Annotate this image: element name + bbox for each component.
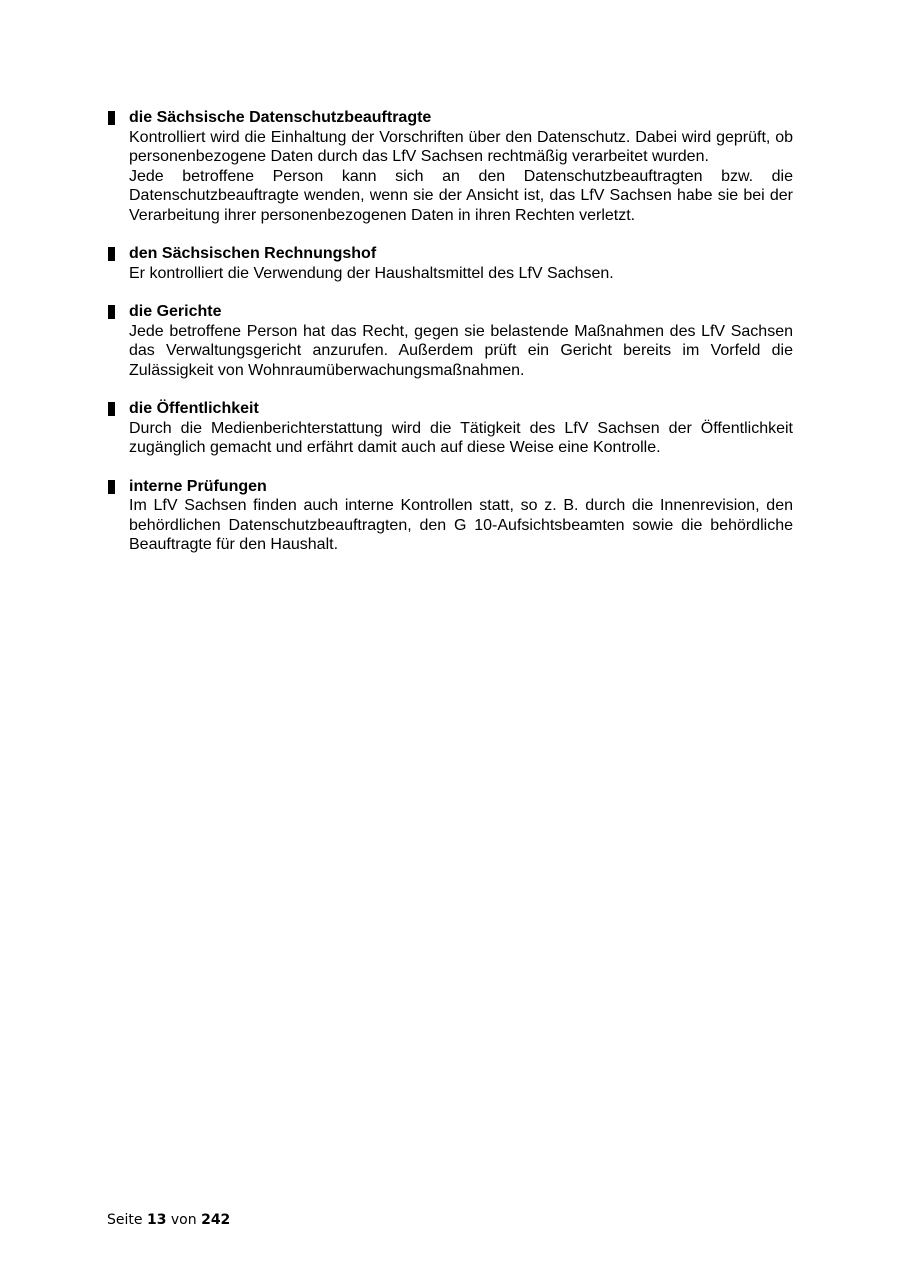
square-bullet-icon bbox=[108, 402, 115, 416]
document-body bbox=[107, 108, 793, 574]
section-paragraph: Im LfV Sachsen finden auch interne Kontrollen statt, so z. B. durch die Innenrevision, den behördlichen Datenschutzbeauftragten, den G 10-Aufsichtsbeamten sowie die behördliche Beauftragte für den Haushalt. bbox=[129, 497, 793, 553]
section-heading: die Gerichte bbox=[129, 303, 222, 320]
square-bullet-icon bbox=[108, 305, 115, 319]
square-bullet-icon bbox=[108, 111, 115, 125]
section-paragraph: Kontrolliert wird die Einhaltung der Vorschriften über den Datenschutz. Dabei wird geprüft, ob personenbezogene Daten durch das LfV Sachsen rechtmäßig verarbeitet wurden. bbox=[129, 128, 793, 165]
section-paragraph: Er kontrolliert die Verwendung der Haushaltsmittel des LfV Sachsen. bbox=[129, 264, 614, 282]
square-bullet-icon bbox=[108, 480, 115, 494]
section-rechnungshof bbox=[107, 244, 793, 283]
section-datenschutzbeauftragte bbox=[107, 108, 793, 225]
page-separator: von bbox=[170, 1212, 197, 1228]
total-page-count: 242 bbox=[201, 1212, 231, 1228]
section-paragraph: Jede betroffene Person hat das Recht, gegen sie belastende Maßnahmen des LfV Sachsen das Verwaltungsgericht anzurufen. Außerdem prüft ein Gericht bereits im Vorfeld die Zulässigkeit von Wohnraumüberwachungsmaßnahmen. bbox=[129, 322, 793, 379]
section-interne-pruefungen bbox=[107, 477, 793, 555]
section-heading: die Öffentlichkeit bbox=[129, 400, 259, 417]
section-oeffentlichkeit bbox=[107, 399, 793, 458]
page-label: Seite bbox=[107, 1212, 143, 1228]
section-paragraph: Durch die Medienberichterstattung wird die Tätigkeit des LfV Sachsen der Öffentlichkeit zugänglich gemacht und erfährt damit auch auf diese Weise eine Kontrolle. bbox=[129, 419, 793, 456]
section-heading: den Sächsischen Rechnungshof bbox=[129, 245, 377, 262]
section-heading: interne Prüfungen bbox=[129, 477, 267, 495]
page-footer bbox=[107, 1211, 230, 1229]
section-paragraph: Jede betroffene Person kann sich an den Datenschutzbeauftragten bzw. die Datenschutzbeauftragte wenden, wenn sie der Ansicht ist, das LfV Sachsen habe sie bei der Verarbeitung ihrer personenbezogenen Daten in ihren Rechten verletzt. bbox=[129, 167, 793, 224]
square-bullet-icon bbox=[108, 247, 115, 261]
current-page-number: 13 bbox=[146, 1212, 167, 1228]
section-gerichte bbox=[107, 302, 793, 380]
section-heading: die Sächsische Datenschutzbeauftragte bbox=[129, 109, 432, 126]
